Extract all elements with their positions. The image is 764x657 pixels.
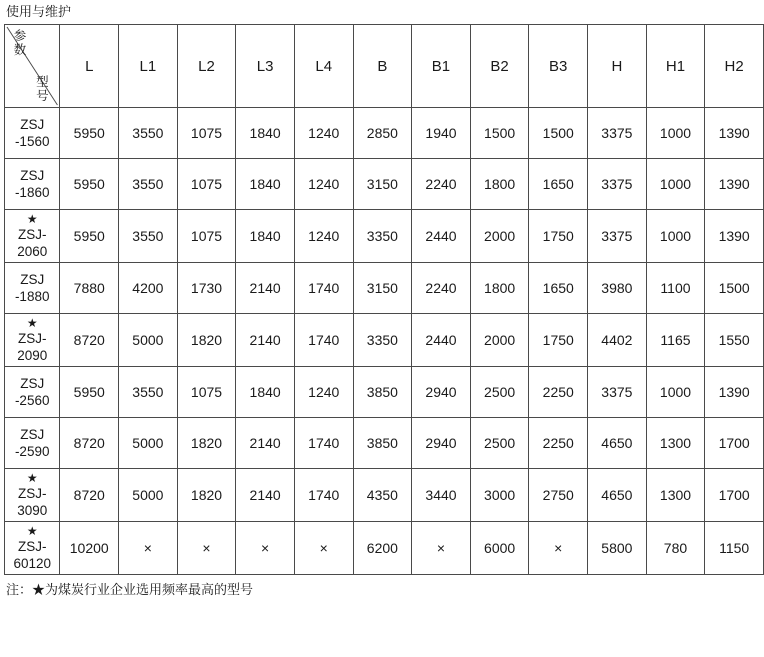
corner-model-label: 型 号	[36, 75, 49, 103]
value-cell-l3: 1840	[236, 367, 295, 418]
value-cell-h: 3375	[588, 159, 647, 210]
model-line: -1860	[14, 185, 50, 200]
value-cell-h1: 1300	[646, 469, 705, 522]
table-row	[5, 108, 764, 159]
value-cell-l4: 1740	[294, 314, 353, 367]
value-cell-b1: 2940	[412, 367, 471, 418]
column-header-l3: L3	[236, 25, 295, 108]
spec-table-container	[0, 24, 750, 575]
model-line: ZSJ	[20, 272, 45, 287]
star-icon: ★	[26, 316, 38, 330]
model-line: ZSJ	[20, 117, 45, 132]
value-cell-b3: 2250	[529, 367, 588, 418]
value-cell-b3: ×	[529, 522, 588, 575]
model-cell	[5, 522, 60, 575]
value-cell-l3: 1840	[236, 159, 295, 210]
column-header-h: H	[588, 25, 647, 108]
value-cell-l3: 1840	[236, 210, 295, 263]
column-header-b2: B2	[470, 25, 529, 108]
value-cell-b3: 1500	[529, 108, 588, 159]
column-header-l4: L4	[294, 25, 353, 108]
table-row	[5, 418, 764, 469]
value-cell-l4: 1240	[294, 159, 353, 210]
model-cell	[5, 367, 60, 418]
model-line: -2590	[14, 444, 50, 459]
value-cell-b1: 1940	[412, 108, 471, 159]
value-cell-h: 5800	[588, 522, 647, 575]
value-cell-l: 8720	[60, 314, 119, 367]
column-header-b1: B1	[412, 25, 471, 108]
value-cell-b3: 1750	[529, 210, 588, 263]
value-cell-l4: ×	[294, 522, 353, 575]
value-cell-b: 2850	[353, 108, 412, 159]
value-cell-l3: 1840	[236, 108, 295, 159]
value-cell-b2: 1800	[470, 159, 529, 210]
value-cell-b: 3850	[353, 418, 412, 469]
model-line: ZSJ-	[17, 539, 47, 554]
model-line: ZSJ	[20, 376, 45, 391]
value-cell-b: 4350	[353, 469, 412, 522]
table-row	[5, 522, 764, 575]
value-cell-b1: 2440	[412, 314, 471, 367]
value-cell-l3: 2140	[236, 314, 295, 367]
model-line: 60120	[13, 556, 51, 571]
model-line: ZSJ	[20, 427, 45, 442]
value-cell-b2: 2000	[470, 210, 529, 263]
value-cell-l: 5950	[60, 159, 119, 210]
model-cell	[5, 314, 60, 367]
value-cell-b3: 1650	[529, 159, 588, 210]
value-cell-b2: 1800	[470, 263, 529, 314]
value-cell-b: 3850	[353, 367, 412, 418]
value-cell-l1: 3550	[119, 159, 178, 210]
value-cell-b3: 1650	[529, 263, 588, 314]
value-cell-l: 8720	[60, 418, 119, 469]
value-cell-l4: 1240	[294, 367, 353, 418]
value-cell-l2: 1075	[177, 367, 236, 418]
value-cell-h2: 1700	[705, 469, 764, 522]
value-cell-b2: 2500	[470, 418, 529, 469]
value-cell-b2: 2000	[470, 314, 529, 367]
model-cell	[5, 469, 60, 522]
model-line: ZSJ-	[17, 331, 47, 346]
value-cell-b: 3150	[353, 159, 412, 210]
value-cell-h2: 1150	[705, 522, 764, 575]
value-cell-l3: 2140	[236, 263, 295, 314]
table-note: 注：★为煤炭行业企业选用频率最高的型号	[6, 582, 254, 597]
value-cell-b2: 2500	[470, 367, 529, 418]
value-cell-l3: 2140	[236, 418, 295, 469]
value-cell-b2: 1500	[470, 108, 529, 159]
value-cell-b1: ×	[412, 522, 471, 575]
value-cell-h2: 1390	[705, 367, 764, 418]
value-cell-l: 5950	[60, 108, 119, 159]
value-cell-b2: 6000	[470, 522, 529, 575]
column-header-h1: H1	[646, 25, 705, 108]
value-cell-l1: ×	[119, 522, 178, 575]
value-cell-h1: 780	[646, 522, 705, 575]
model-cell	[5, 108, 60, 159]
table-row	[5, 469, 764, 522]
value-cell-l2: ×	[177, 522, 236, 575]
value-cell-b1: 3440	[412, 469, 471, 522]
value-cell-b: 3150	[353, 263, 412, 314]
value-cell-l2: 1820	[177, 418, 236, 469]
column-header-l2: L2	[177, 25, 236, 108]
value-cell-h: 3375	[588, 108, 647, 159]
value-cell-h2: 1500	[705, 263, 764, 314]
value-cell-h1: 1000	[646, 210, 705, 263]
value-cell-b1: 2240	[412, 159, 471, 210]
value-cell-l: 5950	[60, 367, 119, 418]
value-cell-l1: 5000	[119, 469, 178, 522]
model-cell	[5, 418, 60, 469]
value-cell-l: 5950	[60, 210, 119, 263]
value-cell-b1: 2240	[412, 263, 471, 314]
corner-header-cell	[5, 25, 60, 108]
value-cell-b1: 2940	[412, 418, 471, 469]
value-cell-l2: 1075	[177, 108, 236, 159]
value-cell-h: 3980	[588, 263, 647, 314]
value-cell-h2: 1390	[705, 159, 764, 210]
value-cell-h1: 1165	[646, 314, 705, 367]
value-cell-h1: 1000	[646, 108, 705, 159]
value-cell-h1: 1000	[646, 367, 705, 418]
value-cell-h2: 1700	[705, 418, 764, 469]
model-line: ZSJ	[20, 168, 45, 183]
column-header-b: B	[353, 25, 412, 108]
table-row	[5, 314, 764, 367]
value-cell-l1: 5000	[119, 418, 178, 469]
value-cell-l4: 1240	[294, 108, 353, 159]
model-line: -2560	[14, 393, 50, 408]
value-cell-l2: 1820	[177, 469, 236, 522]
value-cell-l2: 1730	[177, 263, 236, 314]
value-cell-h2: 1390	[705, 108, 764, 159]
star-icon: ★	[26, 524, 38, 538]
column-header-h2: H2	[705, 25, 764, 108]
value-cell-l1: 3550	[119, 108, 178, 159]
model-line: ZSJ-	[17, 486, 47, 501]
value-cell-h: 4650	[588, 418, 647, 469]
value-cell-l2: 1075	[177, 210, 236, 263]
value-cell-b3: 2250	[529, 418, 588, 469]
page-header: 使用与维护	[6, 4, 72, 19]
value-cell-b3: 1750	[529, 314, 588, 367]
value-cell-l2: 1820	[177, 314, 236, 367]
value-cell-l3: ×	[236, 522, 295, 575]
value-cell-h1: 1300	[646, 418, 705, 469]
value-cell-h1: 1000	[646, 159, 705, 210]
value-cell-h: 4650	[588, 469, 647, 522]
table-row	[5, 210, 764, 263]
value-cell-l4: 1740	[294, 418, 353, 469]
table-row	[5, 159, 764, 210]
value-cell-h2: 1550	[705, 314, 764, 367]
value-cell-l1: 3550	[119, 367, 178, 418]
value-cell-h: 4402	[588, 314, 647, 367]
value-cell-h2: 1390	[705, 210, 764, 263]
column-header-b3: B3	[529, 25, 588, 108]
model-line: -1880	[14, 289, 50, 304]
column-header-l: L	[60, 25, 119, 108]
value-cell-l4: 1740	[294, 469, 353, 522]
value-cell-l: 10200	[60, 522, 119, 575]
value-cell-b2: 3000	[470, 469, 529, 522]
value-cell-h: 3375	[588, 210, 647, 263]
value-cell-l4: 1240	[294, 210, 353, 263]
value-cell-l4: 1740	[294, 263, 353, 314]
model-cell	[5, 210, 60, 263]
value-cell-h1: 1100	[646, 263, 705, 314]
value-cell-b1: 2440	[412, 210, 471, 263]
table-body	[5, 108, 764, 575]
value-cell-l: 8720	[60, 469, 119, 522]
value-cell-b: 3350	[353, 210, 412, 263]
model-line: -1560	[14, 134, 50, 149]
model-line: 2090	[17, 348, 48, 363]
model-cell	[5, 263, 60, 314]
model-line: ZSJ-	[17, 227, 47, 242]
table-header-row	[5, 25, 764, 108]
table-row	[5, 263, 764, 314]
model-line: 3090	[17, 503, 48, 518]
specification-table	[4, 24, 764, 575]
star-icon: ★	[26, 212, 38, 226]
model-cell	[5, 159, 60, 210]
value-cell-l: 7880	[60, 263, 119, 314]
value-cell-l3: 2140	[236, 469, 295, 522]
star-icon: ★	[26, 471, 38, 485]
value-cell-l1: 5000	[119, 314, 178, 367]
value-cell-h: 3375	[588, 367, 647, 418]
model-line: 2060	[17, 244, 48, 259]
value-cell-b: 3350	[353, 314, 412, 367]
table-head	[5, 25, 764, 108]
column-header-l1: L1	[119, 25, 178, 108]
value-cell-b3: 2750	[529, 469, 588, 522]
value-cell-l2: 1075	[177, 159, 236, 210]
corner-param-label: 参 数	[13, 29, 27, 57]
value-cell-l1: 4200	[119, 263, 178, 314]
table-row	[5, 367, 764, 418]
value-cell-l1: 3550	[119, 210, 178, 263]
value-cell-b: 6200	[353, 522, 412, 575]
